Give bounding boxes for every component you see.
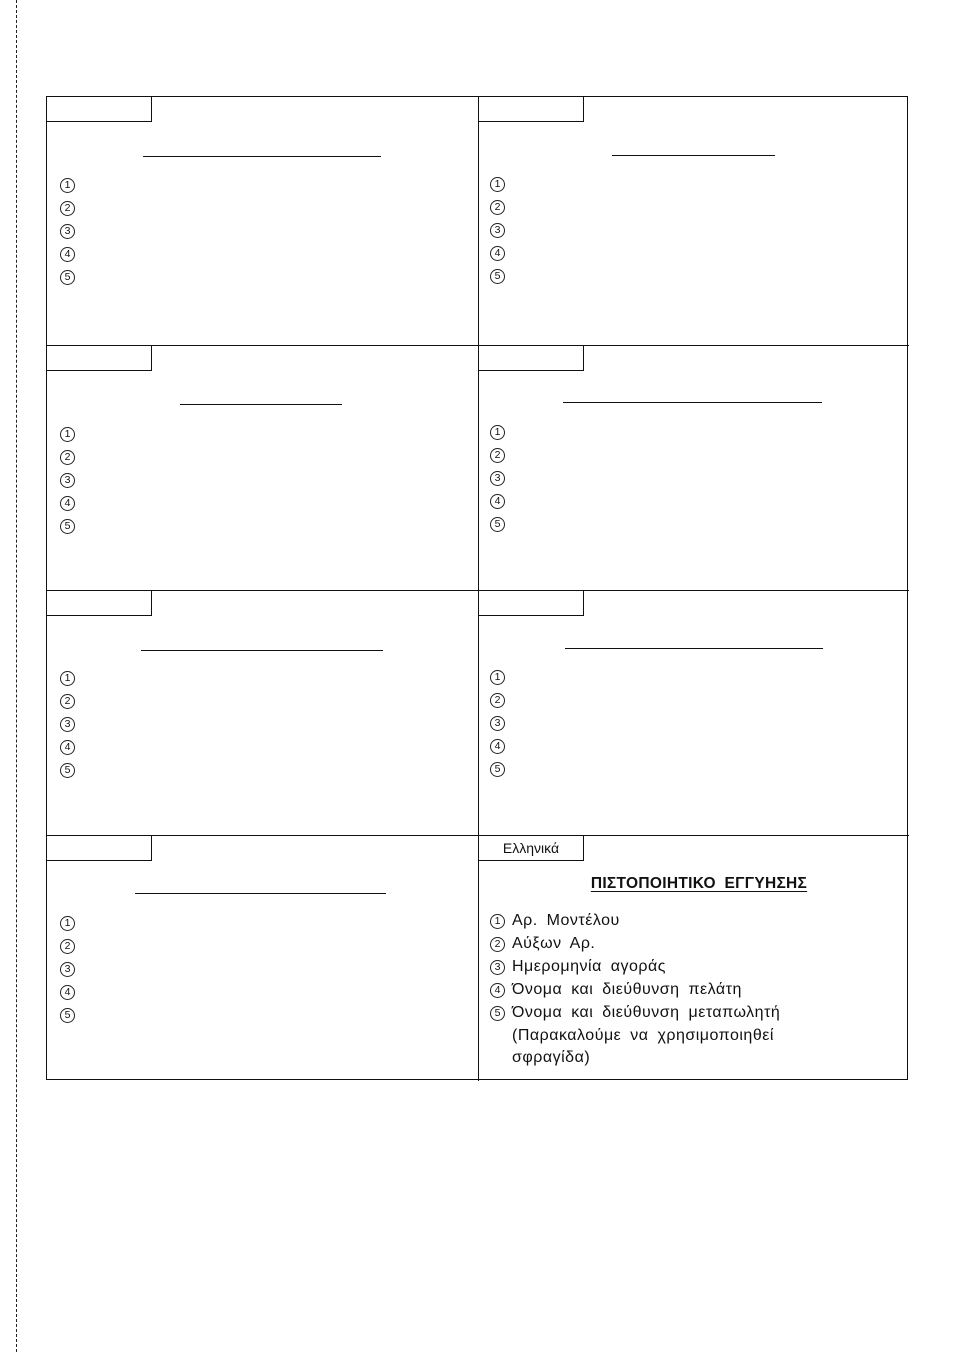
certificate-title: ΠΙΣΤΟΠΟΙΗΤΙΚΟ ΕΓΓΥΗΣΗΣ [590,875,808,892]
language-panel-4 [479,346,909,591]
number-marker: 3 [60,717,75,732]
item-list [60,174,82,289]
language-tab [479,97,584,122]
number-marker: 5 [490,517,505,532]
number-marker: 4 [60,247,75,262]
item-label: Αύξων Αρ. [512,935,596,952]
item-list [60,423,82,538]
list-item [490,219,512,242]
number-marker: 5 [490,1006,505,1021]
language-panel-6 [479,591,909,836]
language-tab [479,346,584,371]
number-marker: 1 [490,670,505,685]
number-marker: 3 [60,962,75,977]
list-item [490,689,512,712]
number-marker: 4 [60,496,75,511]
title-line [143,156,381,157]
list-item [490,196,512,219]
list-item [60,958,82,981]
list-item [60,266,82,289]
list-item [490,467,512,490]
number-marker: 2 [490,200,505,215]
number-marker: 4 [490,983,505,998]
number-marker: 3 [490,471,505,486]
title-line [180,404,342,405]
list-item [60,220,82,243]
language-panel-1 [47,97,479,346]
number-marker: 1 [490,425,505,440]
list-item [60,667,82,690]
item-label: Όνομα και διεύθυνση μεταπωλητή (Παρακαλούμε να χρησιμοποιηθεί σφραγίδα) [512,1004,781,1066]
title-line [565,648,823,649]
list-item-customer [490,979,780,1002]
list-item [60,469,82,492]
cut-line [16,0,17,1352]
list-item [60,736,82,759]
list-item [60,243,82,266]
number-marker: 4 [60,985,75,1000]
number-marker: 1 [60,427,75,442]
number-marker: 4 [490,494,505,509]
greek-warranty-panel [479,836,909,1081]
list-item [60,174,82,197]
list-item [490,173,512,196]
list-item [60,1004,82,1027]
list-item [490,666,512,689]
number-marker: 4 [490,739,505,754]
item-label: Όνομα και διεύθυνση πελάτη [512,981,742,998]
language-tab [47,591,152,616]
item-list [490,910,780,1070]
list-item [60,515,82,538]
list-item-model-number [490,910,780,933]
number-marker: 4 [60,740,75,755]
number-marker: 1 [60,671,75,686]
item-list [60,667,82,782]
list-item [60,981,82,1004]
number-marker: 3 [490,223,505,238]
list-item [60,935,82,958]
list-item-dealer [490,1002,780,1070]
item-list [490,421,512,536]
language-tab [47,97,152,122]
language-panel-5 [47,591,479,836]
number-marker: 5 [490,269,505,284]
item-list [490,173,512,288]
language-tab [47,836,152,861]
number-marker: 2 [490,448,505,463]
item-label: Ημερομηνία αγοράς [512,958,666,975]
number-marker: 2 [490,693,505,708]
title-line [563,402,822,403]
number-marker: 3 [490,960,505,975]
item-list [490,666,512,781]
number-marker: 2 [60,201,75,216]
title-line [135,893,386,894]
list-item [60,690,82,713]
number-marker: 5 [60,763,75,778]
item-list [60,912,82,1027]
number-marker: 5 [60,270,75,285]
warranty-sheet [46,96,908,1080]
list-item [490,712,512,735]
list-item [490,242,512,265]
list-item-purchase-date [490,956,780,979]
language-tab [479,591,584,616]
title-line [612,155,775,156]
list-item [490,421,512,444]
number-marker: 4 [490,246,505,261]
language-panel-7 [47,836,479,1081]
list-item [60,713,82,736]
number-marker: 5 [490,762,505,777]
number-marker: 1 [490,177,505,192]
language-panel-3 [47,346,479,591]
number-marker: 2 [60,694,75,709]
number-marker: 3 [60,473,75,488]
number-marker: 1 [60,178,75,193]
list-item [490,513,512,536]
list-item [60,446,82,469]
list-item [60,912,82,935]
title-line [141,650,383,651]
language-tab: Ελληνικά [479,836,584,861]
list-item [490,490,512,513]
list-item [60,492,82,515]
language-tab [47,346,152,371]
number-marker: 5 [60,519,75,534]
list-item [60,197,82,220]
list-item-serial-number [490,933,780,956]
list-item [490,758,512,781]
number-marker: 5 [60,1008,75,1023]
language-panel-2 [479,97,909,346]
number-marker: 2 [490,937,505,952]
number-marker: 1 [490,914,505,929]
number-marker: 3 [60,224,75,239]
list-item [60,759,82,782]
list-item [490,444,512,467]
list-item [490,265,512,288]
list-item [490,735,512,758]
list-item [60,423,82,446]
number-marker: 2 [60,939,75,954]
number-marker: 1 [60,916,75,931]
number-marker: 2 [60,450,75,465]
item-label: Αρ. Μοντέλου [512,912,620,929]
number-marker: 3 [490,716,505,731]
